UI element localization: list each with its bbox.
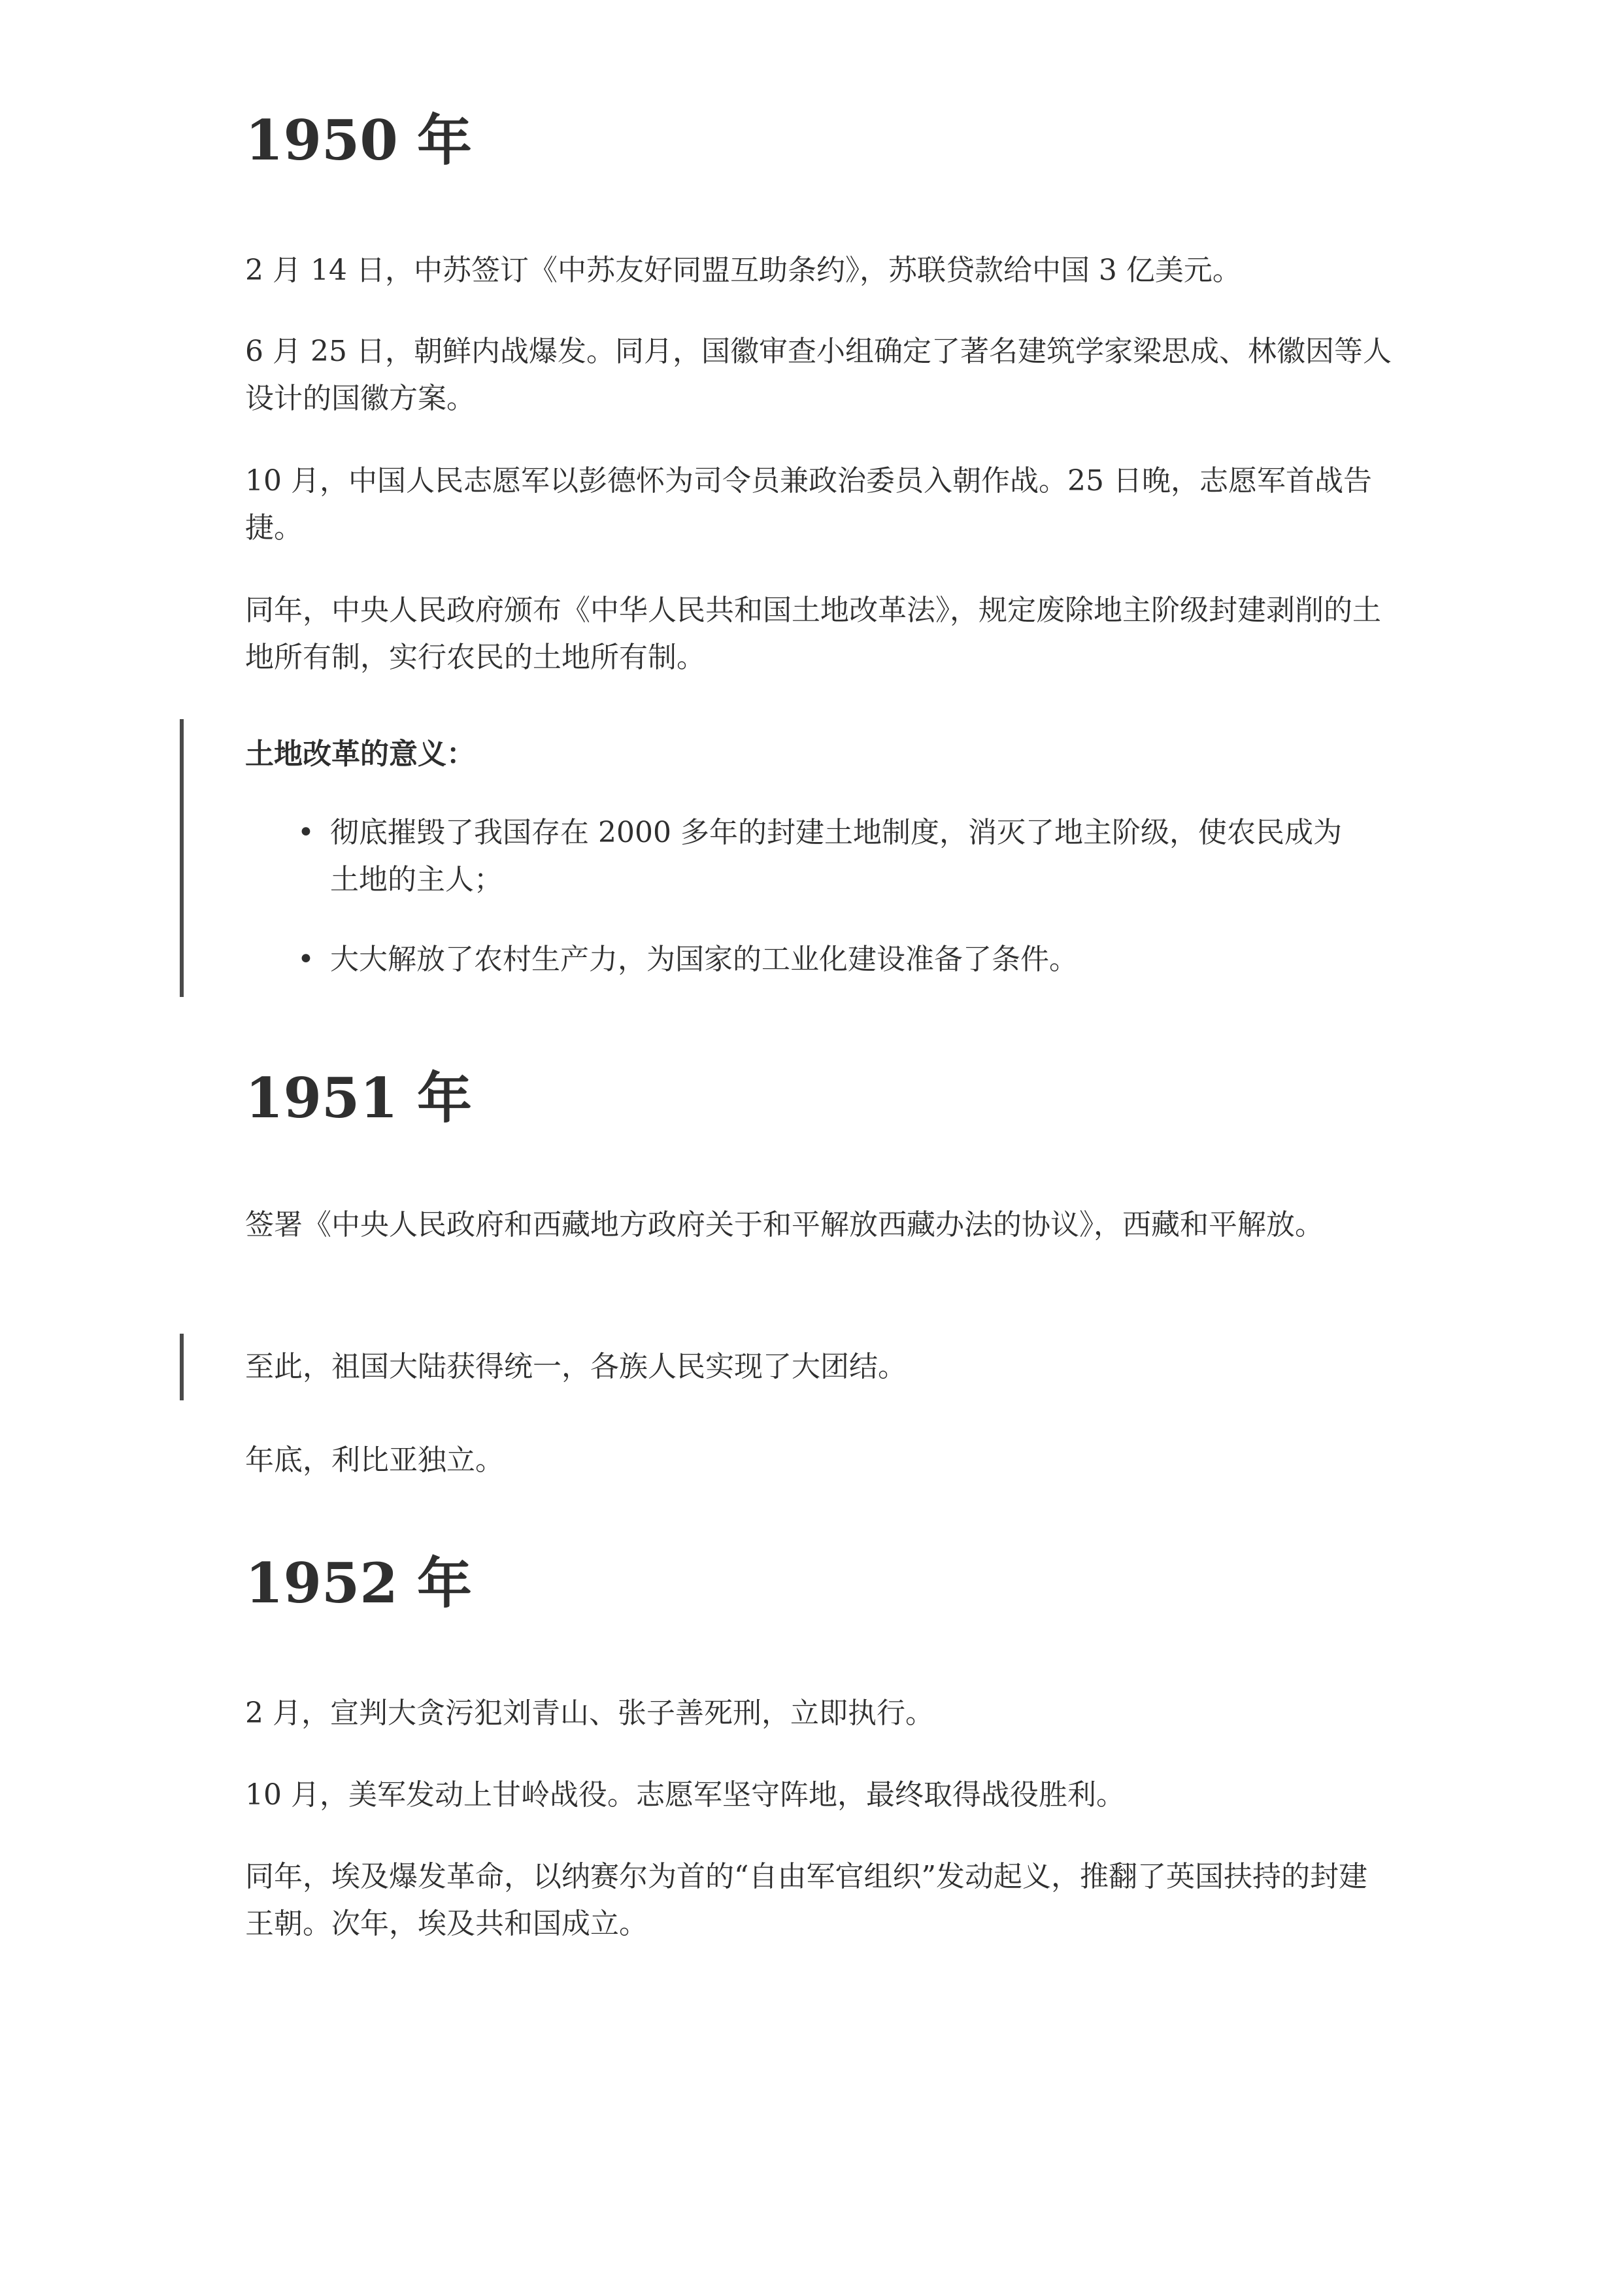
- paragraph-1952-2: 10 月，美军发动上甘岭战役。志愿军坚守阵地，最终取得战役胜利。: [245, 1778, 1125, 1812]
- paragraph-1952-3: 同年，埃及爆发革命，以纳赛尔为首的“自由军官组织”发动起义，推翻了英国扶持的封建王朝。次年，埃及共和国成立。: [245, 1860, 1367, 1940]
- list-item-text: 彻底摧毁了我国存在 2000 多年的封建土地制度，消灭了地主阶级，使农民成为土地的主人；: [330, 816, 1342, 896]
- paragraph-1950-1: 2 月 14 日，中苏签订《中苏友好同盟互助条约》，苏联贷款给中国 3 亿美元。: [245, 254, 1241, 287]
- bullet-list: [297, 809, 1343, 983]
- paragraph-1952-1: 2 月，宣判大贪污犯刘青山、张子善死刑，立即执行。: [245, 1697, 934, 1730]
- paragraph-1950-3: 10 月，中国人民志愿军以彭德怀为司令员兼政治委员入朝作战。25 日晚，志愿军首战告捷。: [245, 464, 1372, 545]
- list-item: [297, 936, 1343, 983]
- blockquote-text: 至此，祖国大陆获得统一，各族人民实现了大团结。: [245, 1350, 907, 1383]
- paragraph-1951-2: 年底，利比亚独立。: [245, 1443, 504, 1477]
- blockquote-bar: [180, 719, 184, 997]
- heading-1950: 1950 年: [245, 108, 473, 173]
- list-item: [297, 809, 1343, 903]
- blockquote-label: 土地改革的意义：: [245, 737, 475, 771]
- blockquote-bar: [180, 1334, 184, 1400]
- list-item-text: 大大解放了农村生产力，为国家的工业化建设准备了条件。: [330, 943, 1078, 976]
- paragraph-1951-1: 签署《中央人民政府和西藏地方政府关于和平解放西藏办法的协议》，西藏和平解放。: [245, 1208, 1324, 1241]
- heading-1951: 1951 年: [245, 1066, 473, 1130]
- bullet-icon: •: [297, 816, 314, 849]
- paragraph-1950-2: 6 月 25 日，朝鲜内战爆发。同月，国徽审查小组确定了著名建筑学家梁思成、林徽因等人设计的国徽方案。: [245, 335, 1392, 415]
- heading-1952: 1952 年: [245, 1551, 473, 1615]
- bullet-icon: •: [297, 943, 314, 976]
- paragraph-1950-4: 同年，中央人民政府颁布《中华人民共和国土地改革法》，规定废除地主阶级封建剥削的土地所有制，实行农民的土地所有制。: [245, 594, 1381, 674]
